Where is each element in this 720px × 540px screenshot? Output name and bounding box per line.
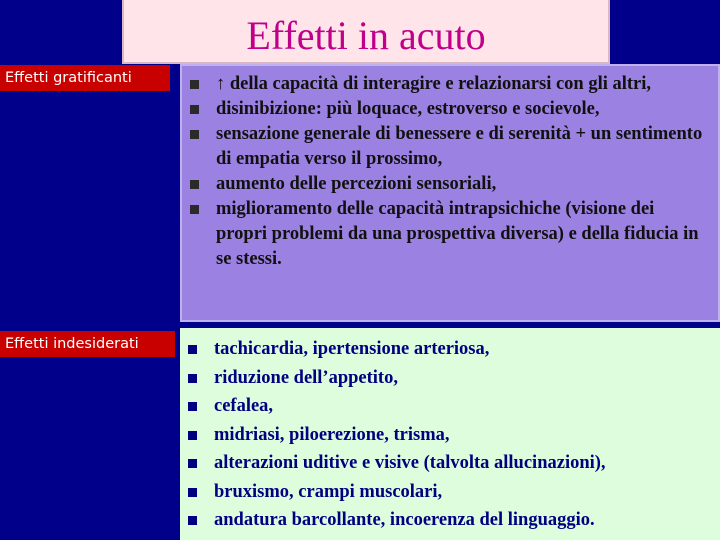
page-title: Effetti in acuto bbox=[246, 13, 486, 58]
list-item-text: riduzione dell’appetito, bbox=[214, 367, 398, 388]
list-item bbox=[184, 197, 708, 272]
list-item bbox=[182, 392, 710, 421]
square-bullet-icon bbox=[188, 345, 197, 354]
section-label-indesiderati: Effetti indesiderati bbox=[0, 331, 175, 357]
list-item-text: alterazioni uditive e visive (talvolta allucinazioni), bbox=[214, 453, 606, 473]
list-item bbox=[184, 97, 708, 122]
list-item bbox=[184, 172, 708, 197]
list-item-text: bruxismo, crampi muscolari, bbox=[214, 481, 443, 502]
square-bullet-icon bbox=[190, 180, 199, 189]
list-item bbox=[184, 122, 708, 172]
panel-indesiderati bbox=[180, 328, 720, 540]
square-bullet-icon bbox=[188, 431, 197, 440]
list-item-text: midriasi, piloerezione, trisma, bbox=[214, 424, 450, 445]
square-bullet-icon bbox=[190, 130, 199, 139]
list-item-text: andatura barcollante, incoerenza del linguaggio. bbox=[214, 510, 595, 530]
list-item-text: aumento delle percezioni sensoriali, bbox=[216, 174, 497, 194]
title-box bbox=[122, 0, 610, 64]
list-item bbox=[182, 506, 710, 535]
square-bullet-icon bbox=[188, 516, 197, 525]
section-label-gratificanti: Effetti gratificanti bbox=[0, 65, 170, 91]
square-bullet-icon bbox=[190, 205, 199, 214]
square-bullet-icon bbox=[190, 80, 199, 89]
square-bullet-icon bbox=[188, 374, 197, 383]
square-bullet-icon bbox=[188, 488, 197, 497]
list-item bbox=[182, 335, 710, 364]
list-item bbox=[182, 364, 710, 393]
panel-gratificanti bbox=[180, 64, 720, 322]
list-item-text: cefalea, bbox=[214, 396, 274, 416]
list-item bbox=[184, 72, 708, 97]
list-item-text: sensazione generale di benessere e di serenità + un sentimento di empatia verso il prossimo, bbox=[216, 124, 703, 169]
list-item-text: miglioramento delle capacità intrapsichiche (visione dei propri problemi da una prospettiva diversa) e della fiducia in se stessi. bbox=[216, 199, 699, 269]
list-item bbox=[182, 449, 710, 478]
list-indesiderati bbox=[182, 334, 710, 535]
square-bullet-icon bbox=[188, 459, 197, 468]
list-gratificanti bbox=[184, 72, 708, 272]
list-item-text: disinibizione: più loquace, estroverso e socievole, bbox=[216, 99, 600, 119]
list-item bbox=[182, 421, 710, 450]
list-item-text: tachicardia, ipertensione arteriosa, bbox=[214, 339, 490, 359]
list-item-text: ↑ della capacità di interagire e relazionarsi con gli altri, bbox=[216, 74, 652, 94]
square-bullet-icon bbox=[190, 105, 199, 114]
list-item bbox=[182, 478, 710, 507]
square-bullet-icon bbox=[188, 402, 197, 411]
